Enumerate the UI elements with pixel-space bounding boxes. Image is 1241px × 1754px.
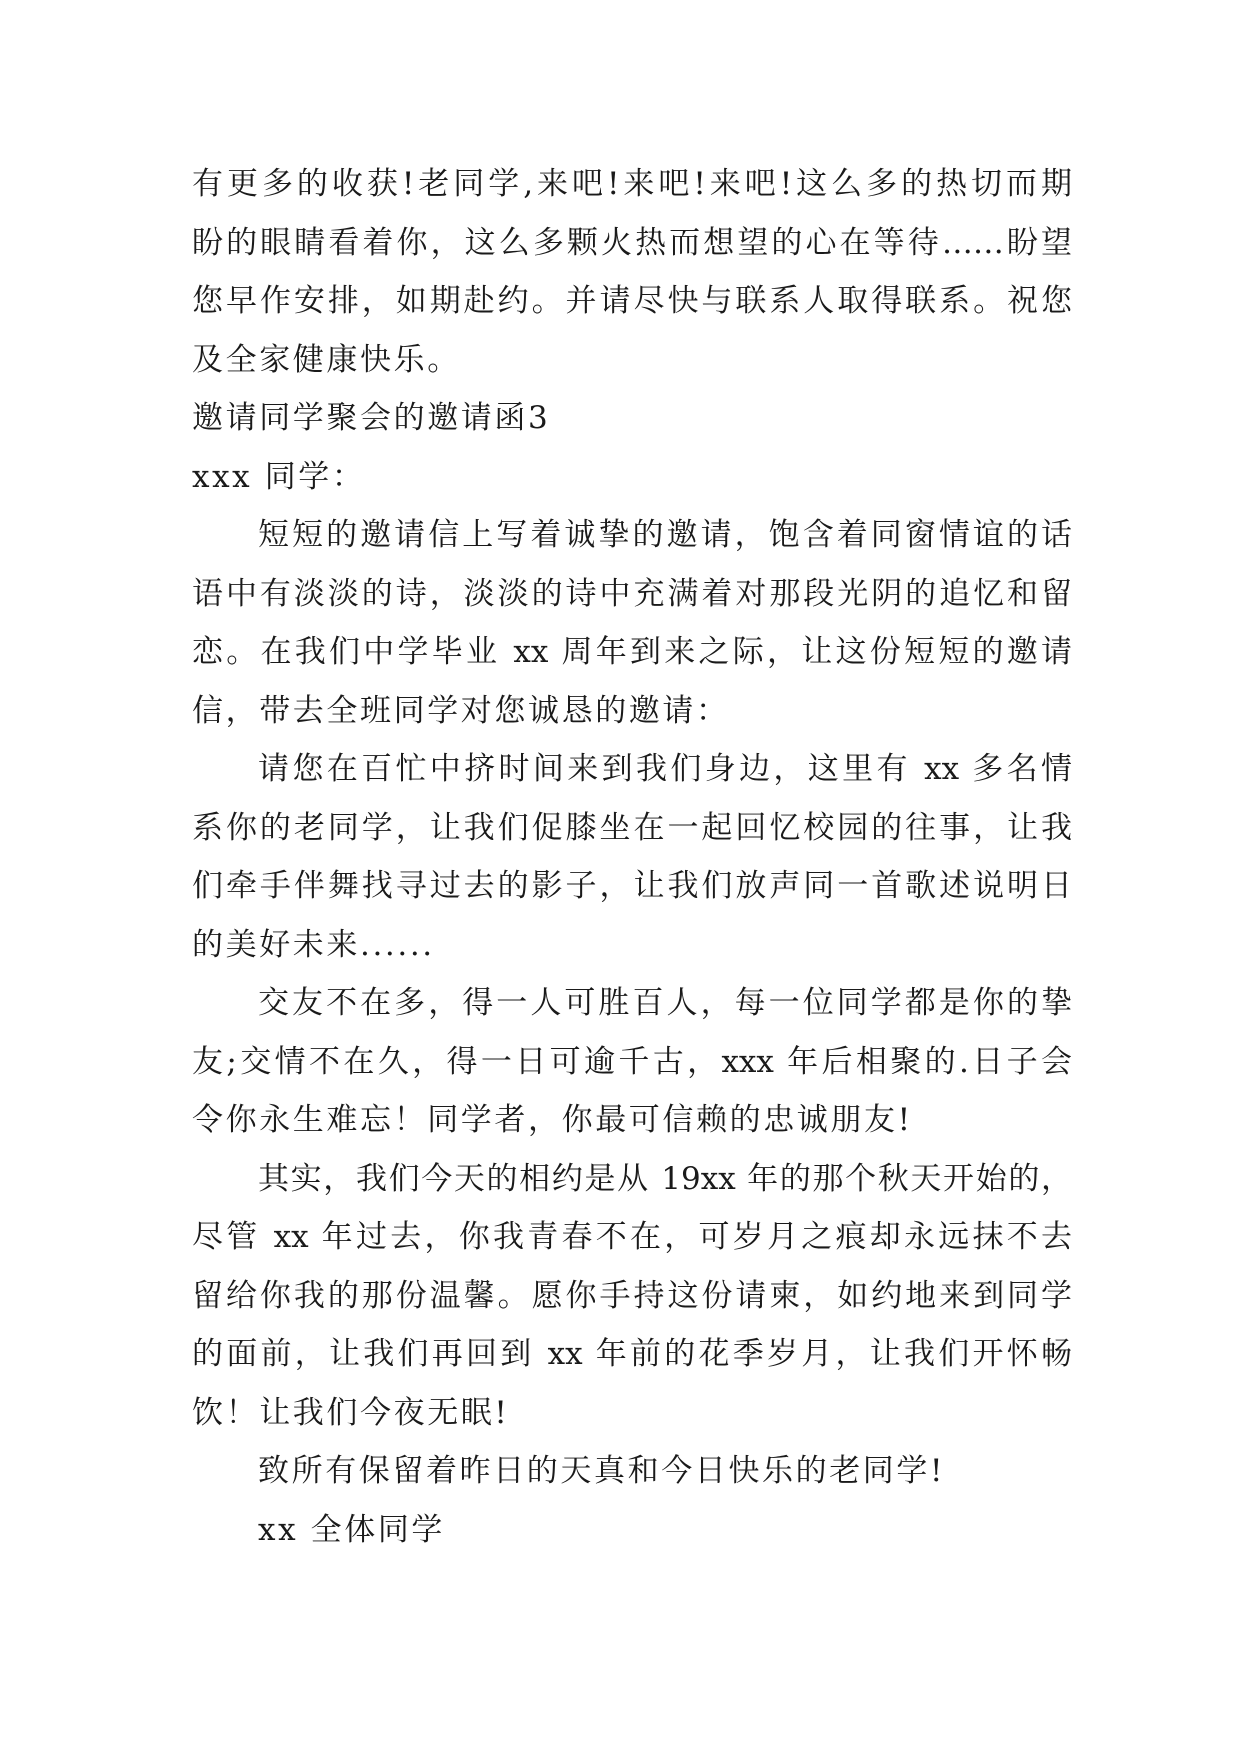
text-line: 尽管 xx 年过去，你我青春不在，可岁月之痕却永远抹不去 xyxy=(192,1219,1072,1255)
text-line: 友;交情不在久，得一日可逾千古，xxx 年后相聚的.日子会 xyxy=(192,1043,1072,1080)
text-line: xxx 同学： xyxy=(192,458,366,495)
text-line: 令你永生难忘！同学者，你最可信赖的忠诚朋友! xyxy=(192,1102,913,1138)
text-line: xx 全体同学 xyxy=(258,1511,446,1548)
text-line: 您早作安排，如期赴约。并请尽快与联系人取得联系。祝您 xyxy=(192,283,1072,319)
text-line: 短短的邀请信上写着诚挚的邀请，饱含着同窗情谊的话 xyxy=(258,517,1072,553)
text-line: 们牵手伴舞找寻过去的影子，让我们放声同一首歌述说明日 xyxy=(192,868,1072,904)
text-line: 信，带去全班同学对您诚恳的邀请： xyxy=(192,692,730,729)
text-line: 交友不在多，得一人可胜百人，每一位同学都是你的挚 xyxy=(258,985,1072,1021)
text-line: 的面前，让我们再回到 xx 年前的花季岁月，让我们开怀畅 xyxy=(192,1336,1072,1372)
text-line: 恋。在我们中学毕业 xx 周年到来之际，让这份短短的邀请 xyxy=(192,634,1072,670)
text-line: 邀请同学聚会的邀请函3 xyxy=(192,400,551,436)
text-line: 致所有保留着昨日的天真和今日快乐的老同学! xyxy=(258,1453,946,1489)
document-page xyxy=(192,155,1072,1559)
text-line: 的美好未来...... xyxy=(192,926,435,963)
text-line: 饮！让我们今夜无眠! xyxy=(192,1394,510,1431)
text-line: 及全家健康快乐。 xyxy=(192,341,461,378)
text-line: 有更多的收获!老同学,来吧!来吧!来吧!这么多的热切而期 xyxy=(192,166,1072,202)
text-line: 语中有淡淡的诗，淡淡的诗中充满着对那段光阴的追忆和留 xyxy=(192,575,1072,612)
text-line: 盼的眼睛看着你，这么多颗火热而想望的心在等待……盼望 xyxy=(192,224,1072,261)
text-line: 系你的老同学，让我们促膝坐在一起回忆校园的往事，让我 xyxy=(192,809,1072,846)
text-line: 其实，我们今天的相约是从 19xx 年的那个秋天开始的， xyxy=(258,1160,1072,1197)
text-line: 请您在百忙中挤时间来到我们身边，这里有 xx 多名情 xyxy=(258,751,1072,787)
text-line: 留给你我的那份温馨。愿你手持这份请柬，如约地来到同学 xyxy=(192,1277,1072,1314)
